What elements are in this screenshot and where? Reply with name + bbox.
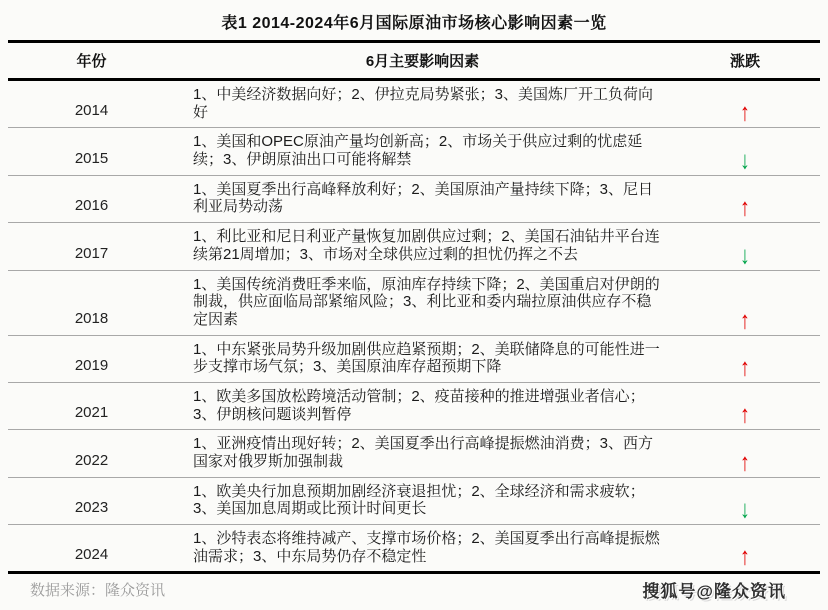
up-arrow-icon: ↑: [740, 401, 750, 430]
trend-cell: [670, 477, 820, 524]
table-row: [8, 270, 820, 335]
oil-factors-table: [8, 40, 820, 574]
trend-cell: [670, 223, 820, 270]
year-cell: 2017: [8, 223, 175, 270]
data-source-note: 数据来源：隆众资讯: [30, 582, 166, 599]
year-cell: 2021: [8, 382, 175, 429]
table-row: [8, 80, 820, 128]
trend-cell: [670, 270, 820, 335]
factors-cell: 1、亚洲疫情出现好转；2、美国夏季出行高峰提振燃油消费；3、西方国家对俄罗斯加强制裁: [175, 430, 670, 477]
year-cell: 2024: [8, 525, 175, 573]
table-row: [8, 525, 820, 573]
factors-cell: 1、中美经济数据向好；2、伊拉克局势紧张；3、美国炼厂开工负荷向好: [193, 86, 654, 121]
factors-cell: 1、利比亚和尼日利亚产量恢复加剧供应过剩；2、美国石油钻井平台连续第21周增加；3、市场对全球供应过剩的担忧仍挥之不去: [175, 223, 670, 270]
year-cell: 2019: [8, 335, 175, 382]
trend-cell: [670, 525, 820, 573]
down-arrow-icon: ↓: [740, 496, 750, 524]
header-trend: 涨跌: [670, 42, 820, 80]
table-header-row: [8, 42, 820, 80]
up-arrow-icon: ↑: [740, 99, 750, 128]
sohu-watermark: 搜狐号@隆众资讯: [642, 582, 786, 601]
up-arrow-icon: ↑: [740, 306, 750, 335]
table-row: [8, 430, 820, 477]
trend-cell: [670, 335, 820, 382]
table-row: [8, 128, 820, 175]
year-cell: 2014: [74, 102, 109, 120]
year-cell: 2015: [8, 128, 175, 175]
factors-cell: 1、美国传统消费旺季来临，原油库存持续下降；2、美国重启对伊朗的制裁，供应面临局部紧缩风险；3、利比亚和委内瑞拉原油供应存不稳定因素: [175, 270, 670, 335]
up-arrow-icon: ↑: [740, 354, 750, 382]
table-row: [8, 175, 820, 222]
trend-cell: [670, 175, 820, 222]
factors-cell: 1、欧美多国放松跨境活动管制；2、疫苗接种的推进增强业者信心；3、伊朗核问题谈判暂停: [175, 382, 670, 429]
table-body: [8, 80, 820, 573]
trend-cell: [670, 430, 820, 477]
table-row: [8, 477, 820, 524]
factors-cell: 1、沙特表态将维持减产、支撑市场价格；2、美国夏季出行高峰提振燃油需求；3、中东局势仍存不稳定性: [175, 525, 670, 573]
trend-cell: [670, 382, 820, 429]
header-factors: 6月主要影响因素: [175, 42, 670, 80]
down-arrow-icon: ↓: [740, 241, 750, 270]
down-arrow-icon: ↓: [740, 147, 750, 175]
up-arrow-icon: ↑: [740, 194, 750, 222]
year-cell: 2018: [8, 270, 175, 335]
trend-cell: [670, 128, 820, 175]
factors-cell: 1、中东紧张局势升级加剧供应趋紧预期；2、美联储降息的可能性进一步支撑市场气氛；3、美国原油库存超预期下降: [175, 335, 670, 382]
factors-cell: 1、美国夏季出行高峰释放利好；2、美国原油产量持续下降；3、尼日利亚局势动荡: [175, 175, 670, 222]
header-year: 年份: [8, 42, 175, 80]
up-arrow-icon: ↑: [740, 448, 750, 477]
factors-cell: 1、欧美央行加息预期加剧经济衰退担忧；2、全球经济和需求疲软；3、美国加息周期或比预计时间更长: [175, 477, 670, 524]
year-cell: 2023: [8, 477, 175, 524]
up-arrow-icon: ↑: [740, 543, 750, 572]
table-row: [8, 382, 820, 429]
year-cell: 2016: [8, 175, 175, 222]
table-row: [8, 223, 820, 270]
table-row: [8, 335, 820, 382]
year-cell: 2022: [8, 430, 175, 477]
trend-cell: [670, 80, 820, 128]
factors-cell: 1、美国和OPEC原油产量均创新高；2、市场关于供应过剩的忧虑延续；3、伊朗原油出口可能将解禁: [175, 128, 670, 175]
table-title: 表1 2014-2024年6月国际原油市场核心影响因素一览: [221, 15, 607, 32]
